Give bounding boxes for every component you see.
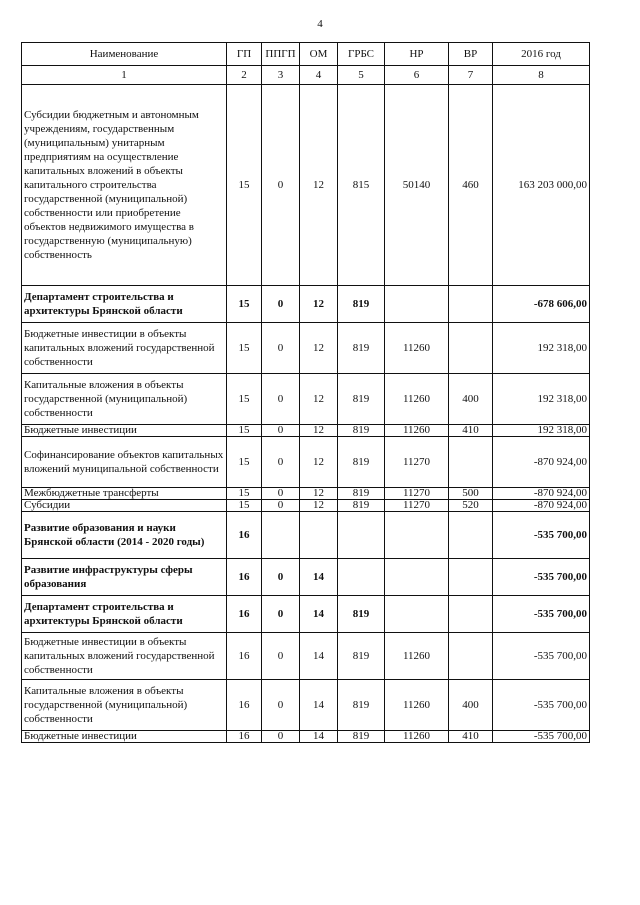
row-om: 14 bbox=[300, 680, 338, 731]
row-grbs: 819 bbox=[338, 437, 385, 488]
row-amount: 163 203 000,00 bbox=[493, 85, 590, 286]
row-name: Бюджетные инвестиции в объекты капитальных вложений государственной собственности bbox=[22, 633, 227, 680]
column-number: 4 bbox=[300, 66, 338, 85]
row-name: Развитие инфраструктуры сферы образования bbox=[22, 559, 227, 596]
table-row bbox=[22, 286, 590, 323]
row-ppgp: 0 bbox=[262, 488, 300, 500]
row-grbs: 819 bbox=[338, 596, 385, 633]
row-grbs bbox=[338, 512, 385, 559]
row-vr bbox=[449, 512, 493, 559]
table-row bbox=[22, 559, 590, 596]
row-om: 14 bbox=[300, 596, 338, 633]
row-grbs: 819 bbox=[338, 425, 385, 437]
row-om: 14 bbox=[300, 731, 338, 743]
row-gp: 15 bbox=[227, 437, 262, 488]
row-om: 12 bbox=[300, 323, 338, 374]
row-name: Бюджетные инвестиции bbox=[22, 425, 227, 437]
row-gp: 15 bbox=[227, 85, 262, 286]
row-name: Субсидии bbox=[22, 500, 227, 512]
table-row bbox=[22, 633, 590, 680]
row-vr bbox=[449, 286, 493, 323]
table-row bbox=[22, 731, 590, 743]
row-nr: 11270 bbox=[385, 500, 449, 512]
row-grbs: 815 bbox=[338, 85, 385, 286]
row-gp: 16 bbox=[227, 633, 262, 680]
row-ppgp: 0 bbox=[262, 633, 300, 680]
row-ppgp: 0 bbox=[262, 680, 300, 731]
column-number-row bbox=[22, 66, 590, 85]
budget-table bbox=[21, 42, 590, 743]
row-grbs: 819 bbox=[338, 323, 385, 374]
row-nr: 11260 bbox=[385, 633, 449, 680]
row-amount: -535 700,00 bbox=[493, 596, 590, 633]
row-amount: -870 924,00 bbox=[493, 500, 590, 512]
row-gp: 16 bbox=[227, 731, 262, 743]
row-grbs: 819 bbox=[338, 488, 385, 500]
row-gp: 16 bbox=[227, 596, 262, 633]
row-om: 12 bbox=[300, 425, 338, 437]
row-vr: 410 bbox=[449, 731, 493, 743]
column-number: 3 bbox=[262, 66, 300, 85]
row-amount: 192 318,00 bbox=[493, 425, 590, 437]
row-nr bbox=[385, 596, 449, 633]
row-nr: 11260 bbox=[385, 731, 449, 743]
row-vr: 410 bbox=[449, 425, 493, 437]
row-vr bbox=[449, 323, 493, 374]
row-ppgp: 0 bbox=[262, 374, 300, 425]
row-ppgp: 0 bbox=[262, 596, 300, 633]
table-row bbox=[22, 374, 590, 425]
row-grbs: 819 bbox=[338, 680, 385, 731]
row-ppgp: 0 bbox=[262, 286, 300, 323]
row-gp: 15 bbox=[227, 323, 262, 374]
row-ppgp: 0 bbox=[262, 323, 300, 374]
row-vr: 500 bbox=[449, 488, 493, 500]
row-amount: -870 924,00 bbox=[493, 488, 590, 500]
row-amount: 192 318,00 bbox=[493, 374, 590, 425]
column-number: 2 bbox=[227, 66, 262, 85]
row-name: Бюджетные инвестиции в объекты капитальных вложений государственной собственности bbox=[22, 323, 227, 374]
row-gp: 16 bbox=[227, 559, 262, 596]
row-om: 14 bbox=[300, 559, 338, 596]
row-amount: -678 606,00 bbox=[493, 286, 590, 323]
row-vr: 400 bbox=[449, 680, 493, 731]
header-row bbox=[22, 43, 590, 66]
table-row bbox=[22, 323, 590, 374]
row-om: 12 bbox=[300, 500, 338, 512]
header-year: 2016 год bbox=[493, 43, 590, 66]
row-ppgp: 0 bbox=[262, 85, 300, 286]
row-nr: 11270 bbox=[385, 437, 449, 488]
row-nr: 11270 bbox=[385, 488, 449, 500]
header-om: ОМ bbox=[300, 43, 338, 66]
table-row bbox=[22, 500, 590, 512]
row-ppgp: 0 bbox=[262, 500, 300, 512]
row-amount: -535 700,00 bbox=[493, 680, 590, 731]
table-row bbox=[22, 488, 590, 500]
row-name: Капитальные вложения в объекты государственной (муниципальной) собственности bbox=[22, 374, 227, 425]
table-row bbox=[22, 425, 590, 437]
column-number: 7 bbox=[449, 66, 493, 85]
row-grbs: 819 bbox=[338, 286, 385, 323]
row-gp: 15 bbox=[227, 500, 262, 512]
table-row bbox=[22, 680, 590, 731]
column-number: 6 bbox=[385, 66, 449, 85]
header-ppgp: ППГП bbox=[262, 43, 300, 66]
column-number: 1 bbox=[22, 66, 227, 85]
header-vr: ВР bbox=[449, 43, 493, 66]
row-grbs: 819 bbox=[338, 731, 385, 743]
row-vr bbox=[449, 559, 493, 596]
row-vr bbox=[449, 596, 493, 633]
column-number: 8 bbox=[493, 66, 590, 85]
column-number: 5 bbox=[338, 66, 385, 85]
table-row bbox=[22, 512, 590, 559]
row-ppgp: 0 bbox=[262, 437, 300, 488]
header-grbs: ГРБС bbox=[338, 43, 385, 66]
row-vr bbox=[449, 633, 493, 680]
row-vr bbox=[449, 437, 493, 488]
row-amount: -535 700,00 bbox=[493, 731, 590, 743]
row-om: 12 bbox=[300, 374, 338, 425]
row-om bbox=[300, 512, 338, 559]
row-name: Межбюджетные трансферты bbox=[22, 488, 227, 500]
row-grbs: 819 bbox=[338, 500, 385, 512]
header-nr: НР bbox=[385, 43, 449, 66]
row-nr: 50140 bbox=[385, 85, 449, 286]
row-ppgp: 0 bbox=[262, 559, 300, 596]
row-nr: 11260 bbox=[385, 374, 449, 425]
row-gp: 16 bbox=[227, 680, 262, 731]
row-amount: -535 700,00 bbox=[493, 633, 590, 680]
row-vr: 400 bbox=[449, 374, 493, 425]
row-grbs: 819 bbox=[338, 633, 385, 680]
row-amount: 192 318,00 bbox=[493, 323, 590, 374]
row-nr: 11260 bbox=[385, 425, 449, 437]
row-om: 12 bbox=[300, 286, 338, 323]
row-name: Департамент строительства и архитектуры Брянской области bbox=[22, 286, 227, 323]
row-amount: -870 924,00 bbox=[493, 437, 590, 488]
row-nr: 11260 bbox=[385, 680, 449, 731]
row-nr: 11260 bbox=[385, 323, 449, 374]
row-gp: 15 bbox=[227, 488, 262, 500]
row-om: 12 bbox=[300, 437, 338, 488]
row-ppgp bbox=[262, 512, 300, 559]
table-row bbox=[22, 437, 590, 488]
row-gp: 15 bbox=[227, 425, 262, 437]
row-grbs bbox=[338, 559, 385, 596]
row-name: Департамент строительства и архитектуры Брянской области bbox=[22, 596, 227, 633]
row-nr bbox=[385, 512, 449, 559]
row-gp: 16 bbox=[227, 512, 262, 559]
row-om: 14 bbox=[300, 633, 338, 680]
row-gp: 15 bbox=[227, 374, 262, 425]
row-name: Софинансирование объектов капитальных вложений муниципальной собственности bbox=[22, 437, 227, 488]
row-nr bbox=[385, 286, 449, 323]
header-name: Наименование bbox=[22, 43, 227, 66]
row-amount: -535 700,00 bbox=[493, 512, 590, 559]
row-ppgp: 0 bbox=[262, 425, 300, 437]
row-nr bbox=[385, 559, 449, 596]
row-vr: 460 bbox=[449, 85, 493, 286]
row-grbs: 819 bbox=[338, 374, 385, 425]
header-gp: ГП bbox=[227, 43, 262, 66]
row-om: 12 bbox=[300, 488, 338, 500]
row-name: Бюджетные инвестиции bbox=[22, 731, 227, 743]
row-gp: 15 bbox=[227, 286, 262, 323]
table-row bbox=[22, 596, 590, 633]
table-row bbox=[22, 85, 590, 286]
page-number: 4 bbox=[317, 18, 323, 30]
row-name: Субсидии бюджетным и автономным учреждениям, государственным (муниципальным) унитарным предприятиям на осуществление капитальных вложений в объекты капитального строительства государственной (муниципальной) собственности или приобретение объектов недвижимого имущества в государственную (муниципальную) собственность bbox=[22, 85, 227, 286]
row-vr: 520 bbox=[449, 500, 493, 512]
row-name: Капитальные вложения в объекты государственной (муниципальной) собственности bbox=[22, 680, 227, 731]
row-ppgp: 0 bbox=[262, 731, 300, 743]
row-om: 12 bbox=[300, 85, 338, 286]
row-amount: -535 700,00 bbox=[493, 559, 590, 596]
row-name: Развитие образования и науки Брянской области (2014 - 2020 годы) bbox=[22, 512, 227, 559]
